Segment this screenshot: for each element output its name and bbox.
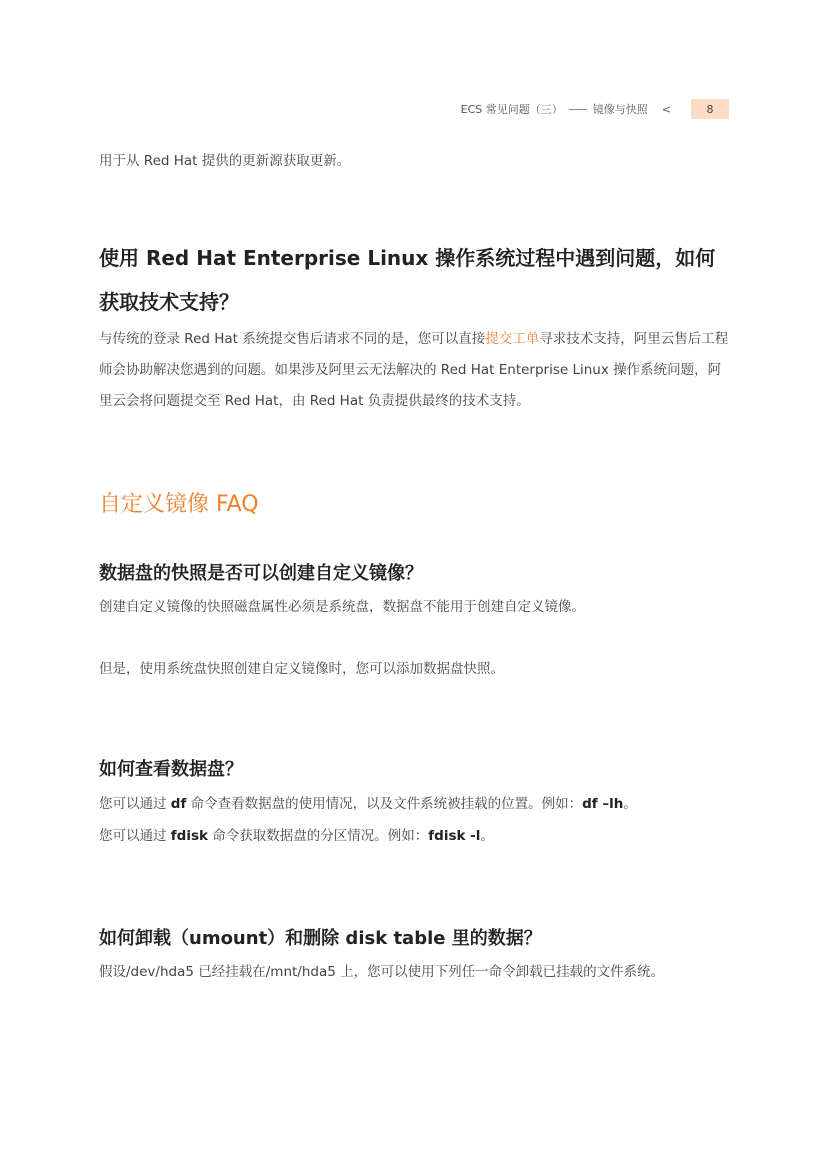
view-disk-question-heading: 如何查看数据盘？ — [99, 759, 243, 780]
submit-ticket-link[interactable]: 提交工单 — [485, 331, 540, 347]
view-disk-text: 您可以通过 — [99, 828, 171, 844]
view-disk-text: 。 — [623, 796, 637, 812]
page-number-badge: 8 — [691, 99, 729, 119]
page-header — [461, 99, 729, 119]
df-command: df — [170, 796, 187, 812]
support-text-after-link: 寻求技术支持，阿里云售后工程师会协助解决您遇到的问题。如果涉及阿里云无法解决的 Red Hat Enterprise Linux 操作系统问题，阿里云会将问题提交至 Red Hat，由 Red Hat 负责提供最终的技术支持。 — [99, 331, 729, 409]
support-answer-paragraph — [99, 324, 729, 417]
section-title: 自定义镜像 FAQ — [99, 492, 259, 517]
snapshot-answer-p1: 创建自定义镜像的快照磁盘属性必须是系统盘，数据盘不能用于创建自定义镜像。 — [99, 599, 585, 615]
back-arrow-icon[interactable]: < — [661, 102, 671, 116]
intro-paragraph: 用于从 Red Hat 提供的更新源获取更新。 — [99, 153, 351, 169]
view-disk-text: 命令获取数据盘的分区情况。例如： — [207, 828, 429, 844]
fdisk-command: fdisk — [170, 828, 208, 844]
header-title: ECS 常见问题（三） — [460, 103, 563, 116]
umount-question-heading: 如何卸载（umount）和删除 disk table 里的数据？ — [99, 928, 542, 949]
view-disk-text: 。 — [480, 828, 494, 844]
view-disk-line-df — [99, 789, 729, 820]
df-example: df –lh — [582, 796, 624, 812]
snapshot-answer-p2: 但是，使用系统盘快照创建自定义镜像时，您可以添加数据盘快照。 — [99, 661, 504, 677]
view-disk-text: 您可以通过 — [99, 796, 171, 812]
view-disk-line-fdisk — [99, 821, 729, 852]
snapshot-question-heading: 数据盘的快照是否可以创建自定义镜像？ — [99, 563, 423, 584]
view-disk-text: 命令查看数据盘的使用情况，以及文件系统被挂载的位置。例如： — [186, 796, 583, 812]
umount-answer-p1: 假设/dev/hda5 已经挂载在/mnt/hda5 上，您可以使用下列任一命令卸载已挂载的文件系统。 — [99, 964, 665, 980]
support-question-heading: 使用 Red Hat Enterprise Linux 操作系统过程中遇到问题，如何获取技术支持？ — [99, 246, 716, 314]
header-divider — [569, 109, 587, 110]
fdisk-example: fdisk -l — [428, 828, 481, 844]
support-text-before-link: 与传统的登录 Red Hat 系统提交售后请求不同的是，您可以直接 — [99, 331, 486, 347]
header-section: 镜像与快照 — [592, 103, 648, 116]
